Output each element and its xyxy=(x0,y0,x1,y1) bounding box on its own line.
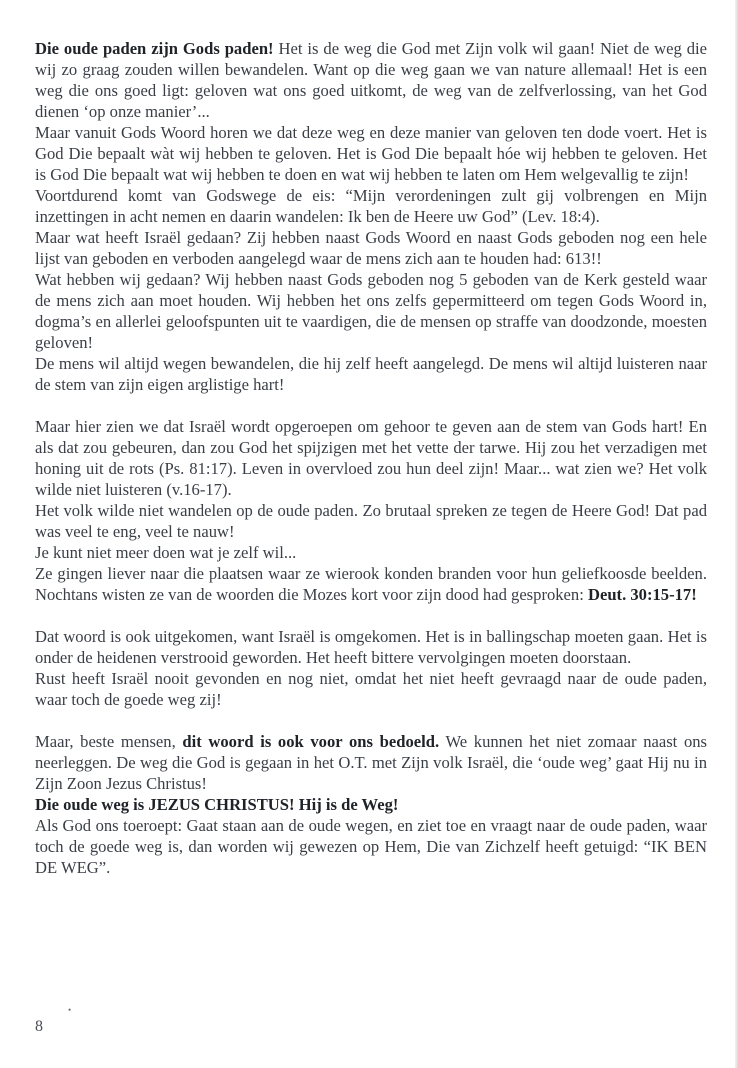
paragraph xyxy=(35,38,707,122)
paragraph xyxy=(35,563,707,605)
document-body xyxy=(35,38,707,878)
paragraph xyxy=(35,794,707,815)
paragraph-text: Maar, beste mensen, xyxy=(35,732,183,751)
scan-speck: • xyxy=(68,1005,72,1015)
paragraph: Maar vanuit Gods Woord horen we dat deze weg en deze manier van geloven ten dode voert. Het is God Die bepaalt wàt wij hebben te geloven. Het is God Die bepaalt hóe wij hebben te geloven. Het is God Die bepaalt wat wij hebben te doen en wat wij hebben te laten om Hem welgevallig te zijn! xyxy=(35,123,707,184)
paragraph-gap xyxy=(35,605,707,626)
paragraph: Je kunt niet meer doen wat je zelf wil... xyxy=(35,543,297,562)
paragraph: Rust heeft Israël nooit gevonden en nog niet, omdat het niet heeft gevraagd naar de oude paden, waar toch de goede weg zij! xyxy=(35,669,707,709)
paragraph-gap xyxy=(35,395,707,416)
paragraph xyxy=(35,731,707,794)
paragraph-text: We kunnen het niet zomaar naast ons neerleggen. De weg die God is gegaan in het O.T. met Zijn volk Israël, die ‘oude weg’ gaat Hij nu in Zijn Zoon Jezus Christus! xyxy=(35,732,707,793)
bold-heading: Die oude paden zijn Gods paden! xyxy=(35,39,274,58)
paragraph: Voortdurend komt van Godswege de eis: “Mijn verordeningen zult gij volbrengen en Mijn inzettingen in acht nemen en daarin wandelen: Ik ben de Heere uw God” (Lev. 18:4). xyxy=(35,186,707,226)
paragraph: Wat hebben wij gedaan? Wij hebben naast Gods geboden nog 5 geboden van de Kerk gesteld waar de mens zich aan moet houden. Wij hebben het ons zelfs gepermitteerd om tegen Gods Woord in, dogma’s en allerlei geloofspunten uit te vaardigen, die de mensen op straffe van doodzonde, moesten geloven! xyxy=(35,270,707,352)
paragraph: Als God ons toeroept: Gaat staan aan de oude wegen, en ziet toe en vraagt naar de oude paden, waar toch de goede weg is, dan worden wij gewezen op Hem, Die van Zichzelf heeft getuigd: “IK BEN DE WEG”. xyxy=(35,816,707,877)
bold-emphasis: dit woord is ook voor ons bedoeld. xyxy=(182,732,440,751)
paragraph-text: Ze gingen liever naar die plaatsen waar ze wierook konden branden voor hun geliefkoosde beelden. Nochtans wisten ze van de woorden die Mozes kort voor zijn dood had gesproken: xyxy=(35,564,707,604)
paragraph: De mens wil altijd wegen bewandelen, die hij zelf heeft aangelegd. De mens wil altijd luisteren naar de stem van zijn eigen arglistige hart! xyxy=(35,354,707,394)
paragraph-gap xyxy=(35,710,707,731)
paragraph: Maar wat heeft Israël gedaan? Zij hebben naast Gods Woord en naast Gods geboden nog een hele lijst van geboden en verboden aangelegd waar de mens zich aan te houden had: 613!! xyxy=(35,228,707,268)
bold-statement: Die oude weg is JEZUS CHRISTUS! Hij is de Weg! xyxy=(35,795,399,814)
paragraph-text: Het is de weg die God met Zijn volk wil gaan! Niet de weg die wij zo graag zouden willen bewandelen. Want op die weg gaan we van nature allemaal! Het is een weg die ons goed ligt: geloven wat ons goed uitkomt, de weg van de zelfverlossing, van het God dienen ‘op onze manier’... xyxy=(35,39,707,121)
bold-reference: Deut. 30:15-17! xyxy=(587,585,697,604)
page-number: 8 xyxy=(35,1018,43,1035)
paragraph: Maar hier zien we dat Israël wordt opgeroepen om gehoor te geven aan de stem van Gods hart! En als dat zou gebeuren, dan zou God het spijzigen met het vette der tarwe. Hij zou het verzadigen met honing uit de rots (Ps. 81:17). Leven in overvloed zou hun deel zijn! Maar... wat zien we? Het volk wilde niet luisteren (v.16-17). xyxy=(35,417,707,499)
paragraph: Dat woord is ook uitgekomen, want Israël is omgekomen. Het is in ballingschap moeten gaan. Het is onder de heidenen verstrooid geworden. Het heeft bittere vervolgingen moeten doorstaan. xyxy=(35,627,707,667)
paragraph: Het volk wilde niet wandelen op de oude paden. Zo brutaal spreken ze tegen de Heere God! Dat pad was veel te eng, veel te nauw! xyxy=(35,501,707,541)
